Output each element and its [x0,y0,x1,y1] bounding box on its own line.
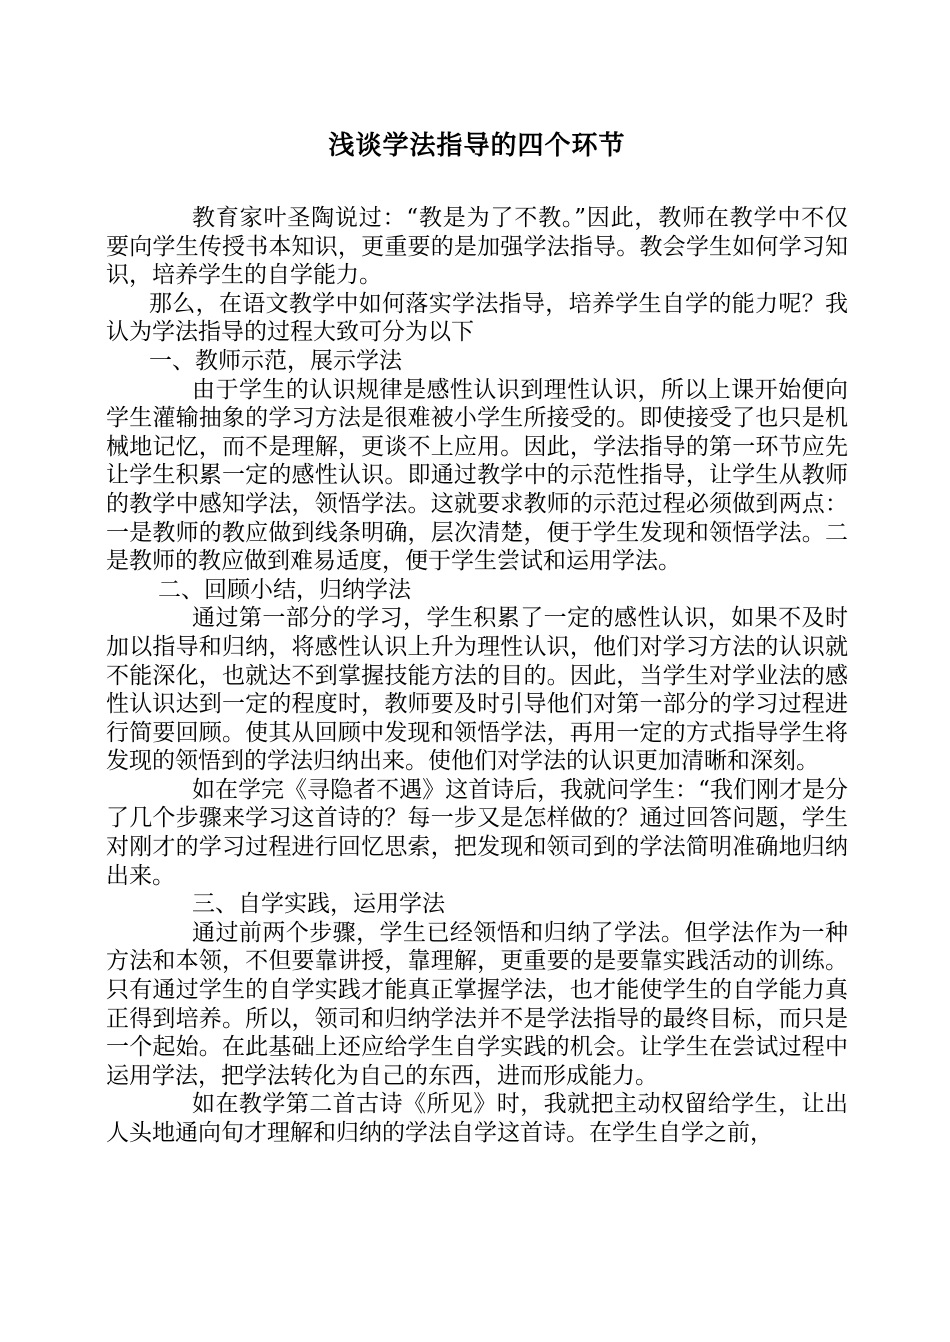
paragraph-section-3: 通过前两个步骤，学生已经领悟和归纳了学法。但学法作为一种方法和本领，不但要靠讲授，靠理解，更重要的是要靠实践活动的训练。只有通过学生的自学实践才能真正掌握学法，也才能使学生的自学能力真正得到培养。所以，领司和归纳学法并不是学法指导的最终目标，而只是一个起始。在此基础上还应给学生自学实践的机会。让学生在尝试过程中运用学法，把学法转化为自己的东西，进而形成能力。 [106,919,848,1089]
section-heading-2: 二、回顾小结，归纳学法 [158,576,411,603]
paragraph-question: 那么，在语文教学中如何落实学法指导，培养学生自学的能力呢？我认为学法指导的过程大致可分为以下 [106,290,848,346]
section-heading-3: 三、自学实践，运用学法 [192,891,445,918]
paragraph-example-1: 如在学完《寻隐者不遇》这首诗后，我就问学生：“我们刚才是分了几个步骤来学习这首诗的？每一步又是怎样做的？通过回答问题，学生对刚才的学习过程进行回忆思索，把发现和领司到的学法简明准确地归纳出来。 [106,776,848,889]
document-title: 浅谈学法指导的四个环节 [328,131,626,161]
document-body [106,128,848,1148]
section-heading-1: 一、教师示范，展示学法 [149,347,402,374]
paragraph-example-2: 如在教学第二首古诗《所见》时，我就把主动权留给学生，让出人头地通向旬才理解和归纳的学法自学这首诗。在学生自学之前， [106,1091,848,1146]
paragraph-section-2: 通过第一部分的学习，学生积累了一定的感性认识，如果不及时加以指导和归纳，将感性认识上升为理性认识，他们对学习方法的认识就不能深化，也就达不到掌握技能方法的目的。因此，当学生对学业法的感性认识达到一定的程度时，教师要及时引导他们对第一部分的学习过程进行简要回顾。使其从回顾中发现和领悟学法，再用一定的方式指导学生将发现的领悟到的学法归纳出来。使他们对学法的认识更加清晰和深刻。 [106,605,848,775]
paragraph-section-1: 由于学生的认识规律是感性认识到理性认识，所以上课开始便向学生灌输抽象的学习方法是很难被小学生所接受的。即使接受了也只是机械地记忆，而不是理解，更谈不上应用。因此，学法指导的第一环节应先让学生积累一定的感性认识。即通过教学中的示范性指导，让学生从教师的教学中感知学法，领悟学法。这就要求教师的示范过程必须做到两点：一是教师的教应做到线条明确，层次清楚，便于学生发现和领悟学法。二是教师的教应做到难易适度，便于学生尝试和运用学法。 [106,376,848,575]
paragraph-intro: 教育家叶圣陶说过：“教是为了不教。”因此，教师在教学中不仅要向学生传授书本知识，更重要的是加强学法指导。教会学生如何学习知识，培养学生的自学能力。 [106,205,848,289]
